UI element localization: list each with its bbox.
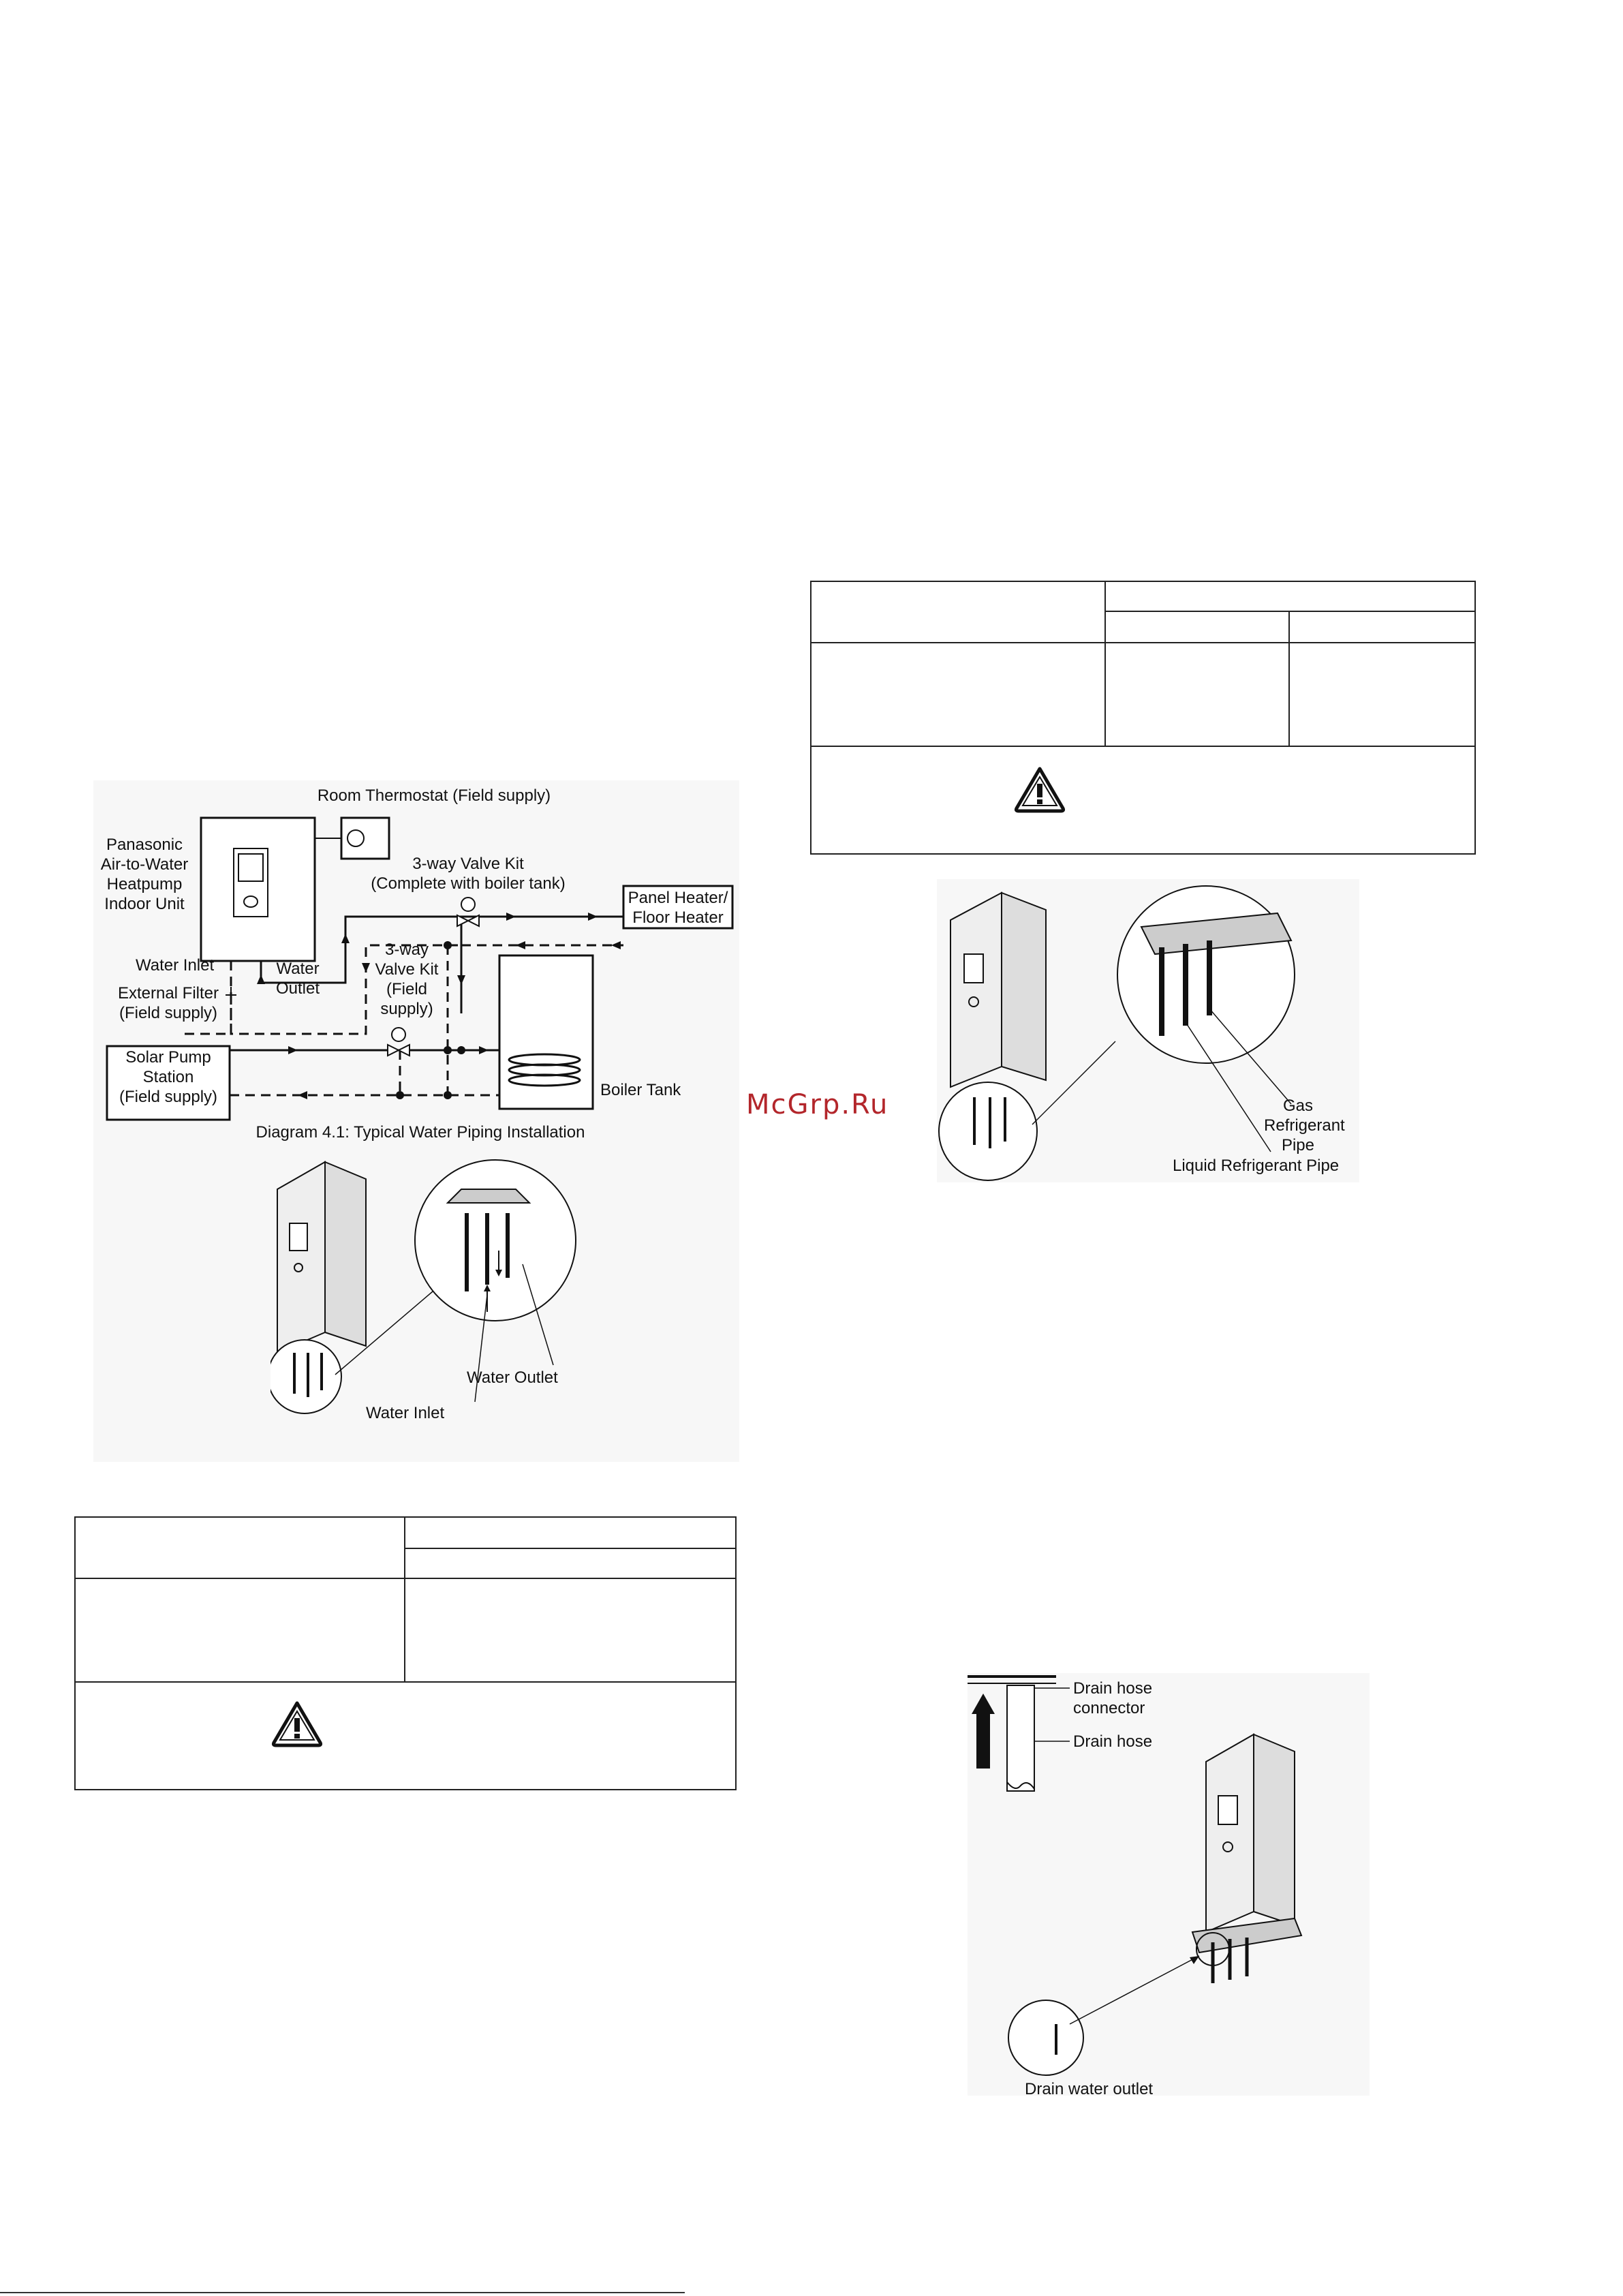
water-inlet-label: Water Inlet (136, 956, 215, 975)
drain-hose-label: Drain hose (1073, 1732, 1153, 1751)
room-thermostat-label: Room Thermostat (Field supply) (317, 786, 551, 805)
valve-kit-boiler-label: 3-way Valve Kit (Complete with boiler tank) (371, 855, 566, 893)
warning-triangle-icon (270, 1699, 324, 1748)
water-table (74, 1516, 737, 1790)
water-outlet-callout: Water Outlet (467, 1368, 558, 1387)
warning-triangle-icon (1013, 765, 1066, 814)
indoor-unit-label: Panasonic Air-to-Water Heatpump Indoor Unit (100, 836, 189, 913)
diagram-caption: Diagram 4.1: Typical Water Piping Installation (256, 1123, 585, 1142)
drain-hose-connector-label: Drain hose connector (1073, 1679, 1153, 1717)
liquid-pipe-label: Liquid Refrigerant Pipe (1173, 1157, 1340, 1175)
valve-kit-field-label: 3-way Valve Kit (Field supply) (375, 940, 439, 1018)
drain-water-outlet-label: Drain water outlet (1025, 2080, 1154, 2098)
refrigerant-pipe-figure (937, 879, 1359, 1182)
refrigerant-table (810, 581, 1476, 855)
watermark: McGrp.Ru (746, 1089, 889, 1120)
gas-pipe-label: Gas Refrigerant Pipe (1264, 1097, 1345, 1154)
drain-figure (968, 1673, 1370, 2096)
water-inlet-callout: Water Inlet (366, 1404, 445, 1422)
footer-rule (0, 2292, 685, 2293)
external-filter-label: External Filter (Field supply) (117, 984, 219, 1022)
solar-pump-label: Solar Pump Station (Field supply) (119, 1048, 218, 1106)
water-outlet-label: Water Outlet (275, 960, 320, 998)
boiler-tank-label: Boiler Tank (600, 1081, 681, 1099)
water-piping-diagram (93, 780, 739, 1462)
panel-heater-label: Panel Heater/ Floor Heater (628, 889, 728, 927)
